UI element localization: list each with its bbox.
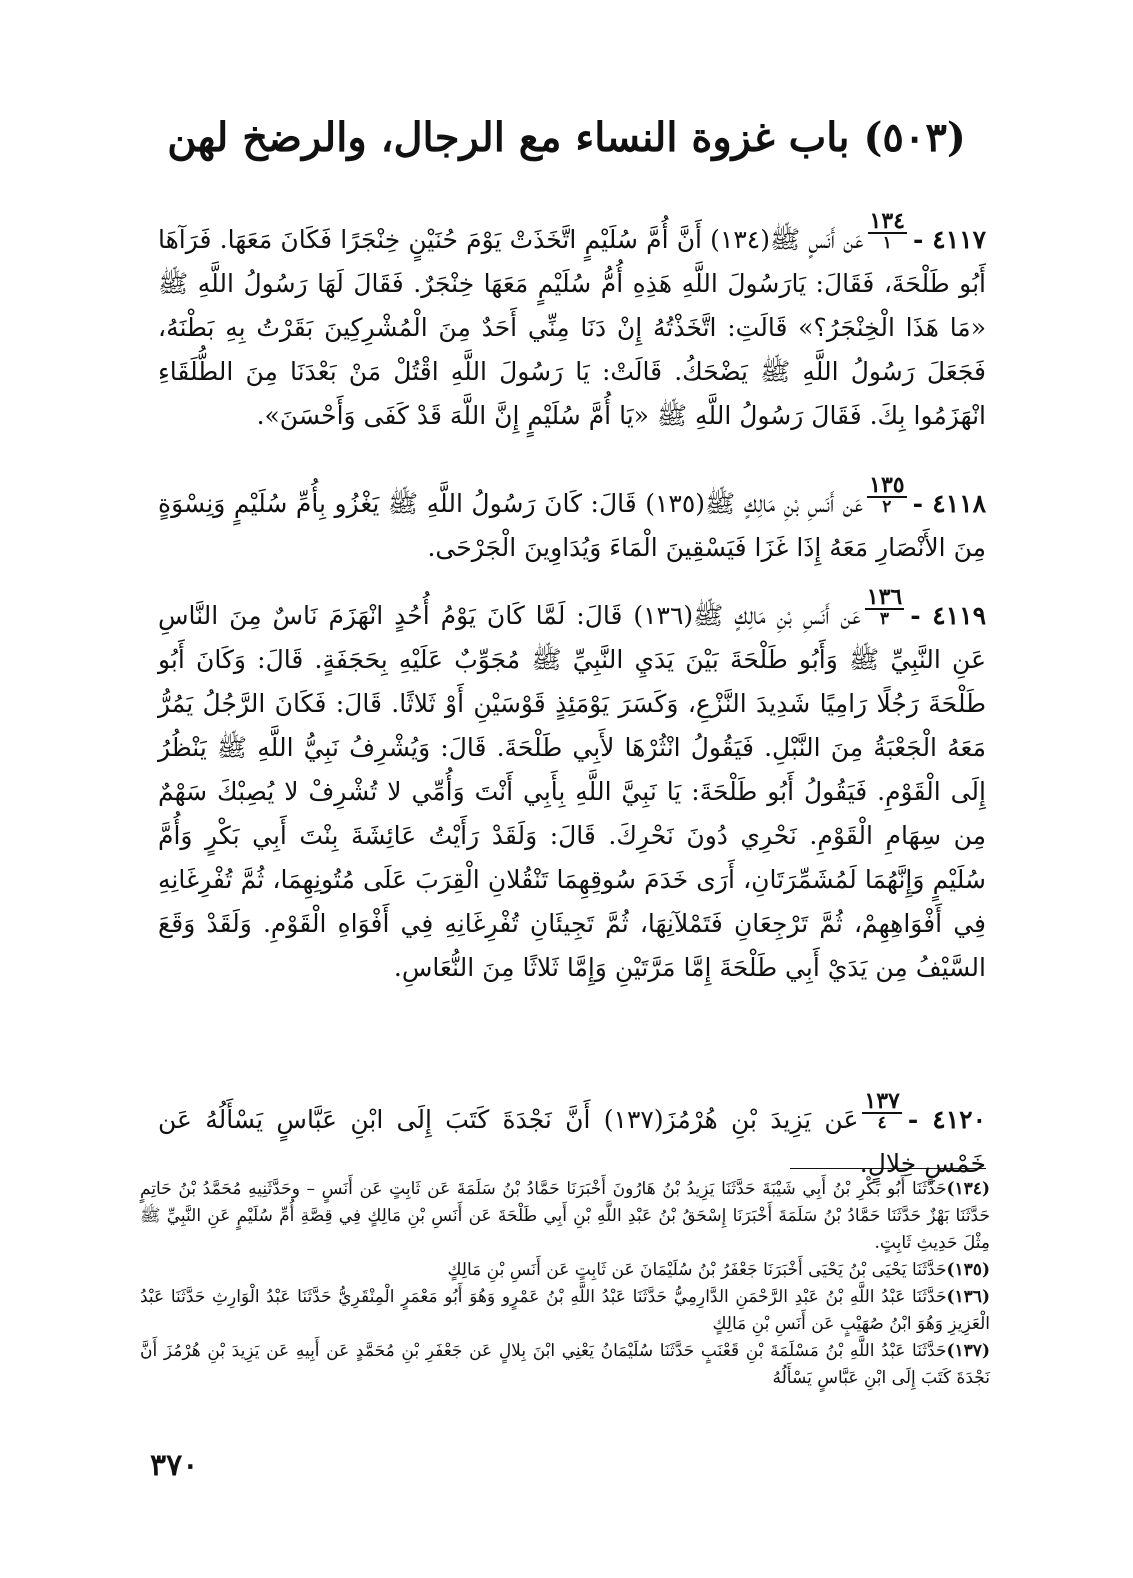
- hadith-reference: [868, 210, 907, 252]
- page-number-value: ٣٧٠: [150, 1448, 199, 1483]
- hadith-4120: [158, 1090, 986, 1186]
- hadith-reference: [867, 474, 906, 516]
- hadith-reference: [865, 586, 904, 628]
- hadith-4119: [158, 586, 986, 990]
- hadith-reference: [862, 1090, 901, 1132]
- reference-top: ١٣٥: [869, 472, 905, 498]
- reference-top: ١٣٧: [864, 1088, 900, 1114]
- footnote-135: [140, 1257, 990, 1284]
- footnote-text: حَدَّثَنَا يَحْيَى بْنُ يَحْيَى أَخْبَرَنَا جَعْفَرُ بْنُ سُلَيْمَانَ عَن ثَابِتٍ عَن أَنَسِ بْنِ مَالِكٍ: [447, 1260, 947, 1280]
- footnote-text: حَدَّثَنَا عَبْدُ اللَّهِ بْنُ مَسْلَمَةَ بْنِ قَعْنَبٍ حَدَّثَنَا سُلَيْمَانُ يَعْنِي ابْنَ بِلالٍ عَن جَعْفَرِ بْنِ مُحَمَّدٍ عَن أَبِيهِ عَن يَزِيدَ بْنِ هُرْمُزَ أَنَّ نَجْدَةَ كَتَبَ إِلَى ابْنِ عَبَّاسٍ يَسْأَلُهُ: [140, 1341, 990, 1388]
- hadith-4118: [158, 474, 986, 570]
- reference-bottom: ١: [882, 233, 892, 253]
- reference-top: ١٣٦: [866, 584, 903, 610]
- footnotes-list: [140, 1176, 990, 1392]
- reference-top: ١٣٤: [869, 208, 905, 234]
- hadith-text: عَن يَزِيدَ بْنِ هُرْمُزَ(١٣٧) أَنَّ نَجْدَةَ كَتَبَ إِلَى ابْنِ عَبَّاسٍ يَسْأَلُهُ عَن خَمْسِ خِلالٍ.: [158, 1105, 986, 1178]
- footnote-137: [140, 1338, 990, 1392]
- page-number: [150, 1448, 986, 1483]
- hadith-number: ٤١١٧ -: [912, 225, 986, 254]
- hadith-4117: [158, 210, 986, 438]
- reference-bottom: ٤: [877, 1113, 887, 1133]
- hadith-text: عَن أَنَسِ بْنِ مَالِكٍ ﷺ(١٣٦) قَالَ: لَمَّا كَانَ يَوْمُ أُحُدٍ انْهَزَمَ نَاسٌ مِنَ النَّاسِ عَنِ النَّبِيِّ ﷺ وَأَبُو طَلْحَةَ بَيْنَ يَدَيِ النَّبِيِّ ﷺ مُجَوِّبٌ عَلَيْهِ بِحَجَفَةٍ. قَالَ: وَكَانَ أَبُو طَلْحَةَ رَجُلًا رَامِيًا شَدِيدَ النَّزْعِ، وَكَسَرَ يَوْمَئِذٍ قَوْسَيْنِ أَوْ ثَلاثًا. قَالَ: فَكَانَ الرَّجُلُ يَمُرُّ مَعَهُ الْجَعْبَةُ مِنَ النَّبْلِ. فَيَقُولُ انْثُرْهَا لأَبِي طَلْحَةَ. قَالَ: وَيُشْرِفُ نَبِيُّ اللَّهِ ﷺ يَنْظُرُ إِلَى الْقَوْمِ. فَيَقُولُ أَبُو طَلْحَةَ: يَا نَبِيَّ اللَّهِ بِأَبِي أَنْتَ وَأُمِّي لا تُشْرِفْ لا يُصِبْكَ سَهْمٌ مِن سِهَامِ الْقَوْمِ. نَحْرِي دُونَ نَحْرِكَ. قَالَ: وَلَقَدْ رَأَيْتُ عَائِشَةَ بِنْتَ أَبِي بَكْرٍ وَأُمَّ سُلَيْمٍ وَإِنَّهُمَا لَمُشَمِّرَتَانِ، أَرَى خَدَمَ سُوقِهِمَا تَنْقُلانِ الْقِرَبَ عَلَى مُتُونِهِمَا، ثُمَّ تُفْرِغَانِهِ فِي أَفْوَاهِهِمْ، ثُمَّ تَرْجِعَانِ فَتَمْلآنِهَا، ثُمَّ تَجِيئَانِ تُفْرِغَانِهِ فِي أَفْوَاهِ الْقَوْمِ. وَلَقَدْ وَقَعَ السَّيْفُ مِن يَدَيْ أَبِي طَلْحَةَ إِمَّا مَرَّتَيْنِ وَإِمَّا ثَلاثًا مِنَ النُّعَاسِ.: [158, 601, 986, 982]
- footnote-136: [140, 1284, 990, 1338]
- hadith-number: ٤١١٨ -: [912, 489, 986, 518]
- hadith-number: ٤١١٩ -: [910, 601, 986, 630]
- hadith-number: ٤١٢٠ -: [907, 1105, 986, 1134]
- chapter-title: (٥٠٣) باب غزوة النساء مع الرجال، والرضخ لهن: [167, 114, 966, 161]
- footnote-134: [140, 1176, 990, 1257]
- footnote-label: (١٣٧): [946, 1341, 990, 1361]
- hadith-text: عَن أَنَسٍ ﷺ(١٣٤) أَنَّ أُمَّ سُلَيْمٍ اتَّخَذَتْ يَوْمَ حُنَيْنٍ خِنْجَرًا فَكَانَ مَعَهَا. فَرَآهَا أَبُو طَلْحَةَ، فَقَالَ: يَارَسُولَ اللَّهِ هَذِهِ أُمُّ سُلَيْمٍ مَعَهَا خِنْجَرٌ. فَقَالَ لَهَا رَسُولُ اللَّهِ ﷺ «مَا هَذَا الْخِنْجَرُ؟» قَالَتِ: اتَّخَذْتُهُ إِنْ دَنَا مِنِّي أَحَدٌ مِنَ الْمُشْرِكِينَ بَقَرْتُ بِهِ بَطْنَهُ، فَجَعَلَ رَسُولُ اللَّهِ ﷺ يَضْحَكُ. قَالَتْ: يَا رَسُولَ اللَّهِ اقْتُلْ مَنْ بَعْدَنَا مِنَ الطُّلَقَاءِ انْهَزَمُوا بِكَ. فَقَالَ رَسُولُ اللَّهِ ﷺ «يَا أُمَّ سُلَيْمٍ إِنَّ اللَّهَ قَدْ كَفَى وَأَحْسَنَ».: [158, 225, 986, 430]
- footnote-text: حَدَّثَنَا عَبْدُ اللَّهِ بْنُ عَبْدِ الرَّحْمَنِ الدَّارِمِيُّ حَدَّثَنَا عَبْدُ اللَّهِ بْنُ عَمْرٍو وَهُوَ أَبُو مَعْمَرٍ الْمِنْقَرِيُّ حَدَّثَنَا عَبْدُ الْوَارِثِ حَدَّثَنَا عَبْدُ الْعَزِيزِ وَهُوَ ابْنُ صُهَيْبٍ عَن أَنَسِ بْنِ مَالِكٍ: [140, 1287, 990, 1334]
- footnote-divider: [790, 1168, 986, 1169]
- footnote-label: (١٣٦): [946, 1287, 990, 1307]
- hadith-text: عَن أَنَسِ بْنِ مَالِكٍ ﷺ(١٣٥) قَالَ: كَانَ رَسُولُ اللَّهِ ﷺ يَغْزُو بِأُمِّ سُلَيْمٍ وَنِسْوَةٍ مِنَ الأَنْصَارِ مَعَهُ إِذَا غَزَا فَيَسْقِينَ الْمَاءَ وَيُدَاوِينَ الْجَرْحَى.: [158, 489, 986, 562]
- reference-bottom: ٢: [882, 497, 892, 517]
- footnote-label: (١٣٤): [946, 1179, 990, 1199]
- footnote-text: حَدَّثَنَا أَبُو بَكْرِ بْنُ أَبِي شَيْبَةَ حَدَّثَنَا يَزِيدُ بْنُ هَارُونَ أَخْبَرَنَا حَمَّادُ بْنُ سَلَمَةَ عَن ثَابِتٍ عَن أَنَسٍ – وحَدَّثَنِيهِ مُحَمَّدُ بْنُ حَاتِمٍ حَدَّثَنَا بَهْزٌ حَدَّثَنَا حَمَّادُ بْنُ سَلَمَةَ أَخْبَرَنَا إِسْحَقُ بْنُ عَبْدِ اللَّهِ بْنِ أَبِي طَلْحَةَ عَن أَنَسِ بْنِ مَالِكٍ فِي قِصَّةِ أُمِّ سُلَيْمٍ عَنِ النَّبِيِّ ﷺ مِثْلَ حَدِيثِ ثَابِتٍ.: [140, 1179, 990, 1253]
- reference-bottom: ٣: [879, 609, 890, 629]
- footnote-label: (١٣٥): [946, 1260, 990, 1280]
